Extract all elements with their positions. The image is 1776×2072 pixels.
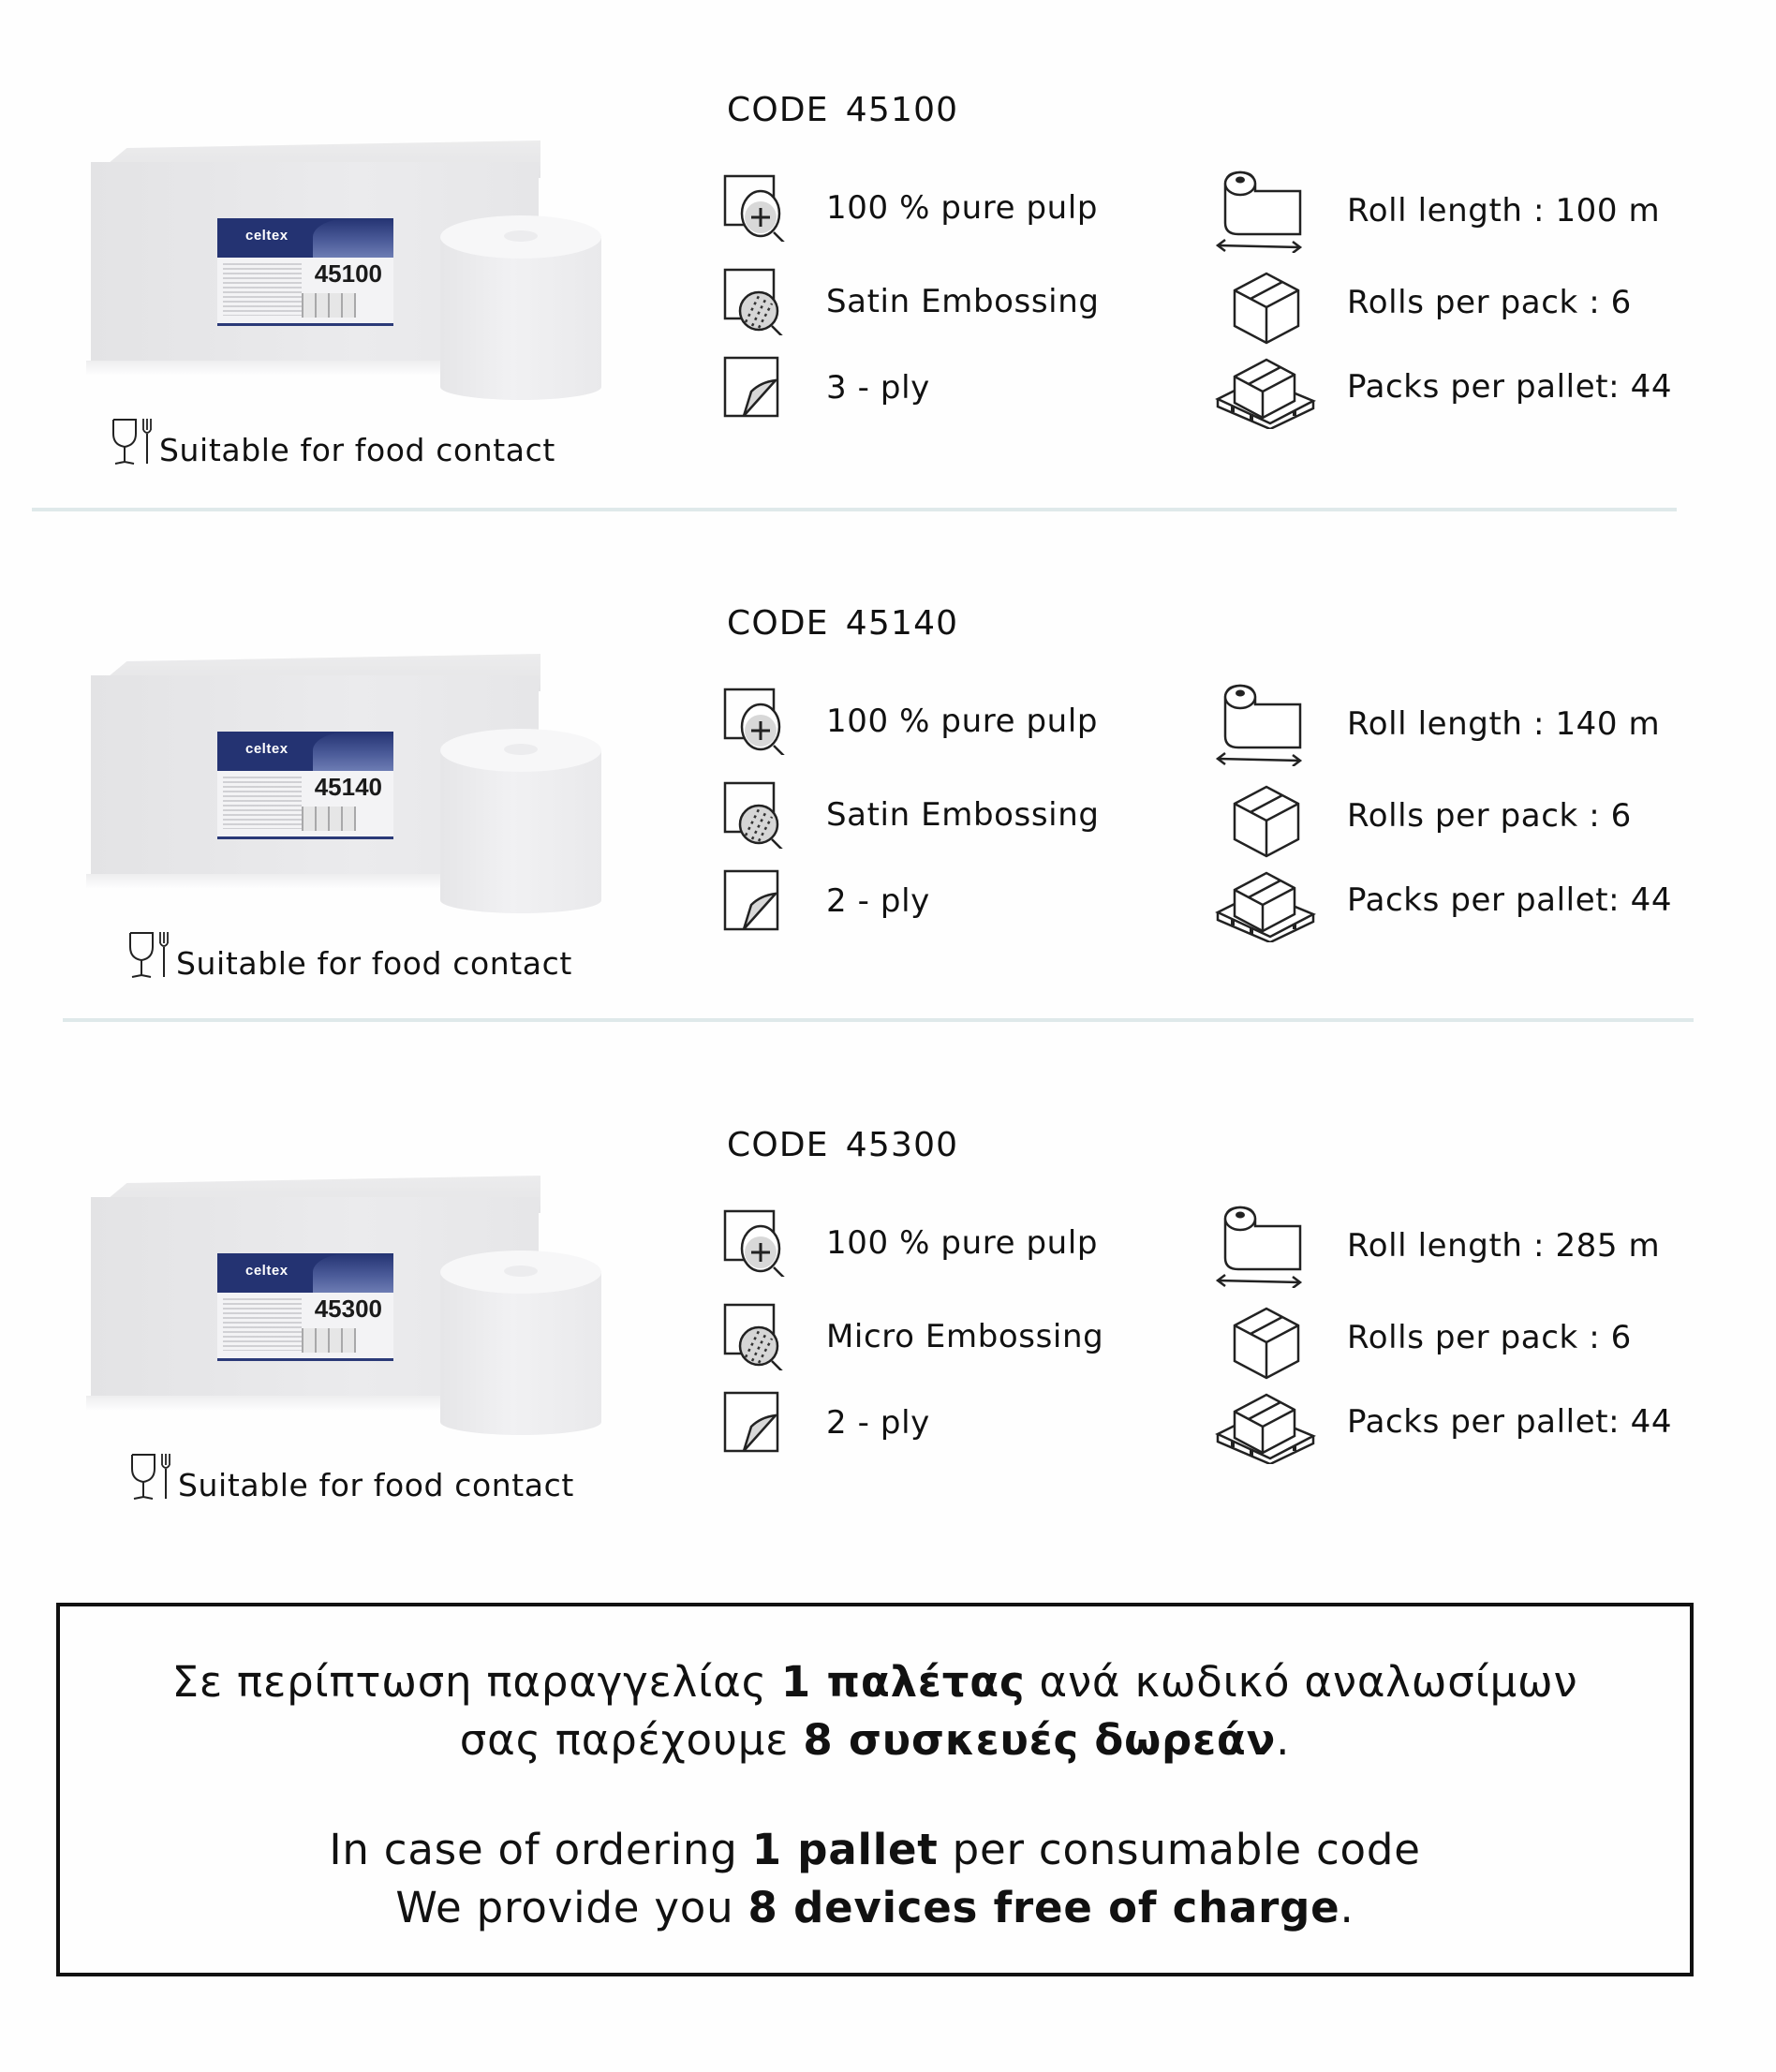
magnifier-plus-icon: [723, 174, 798, 242]
roll-body: [440, 236, 601, 400]
feature-ply: [723, 354, 930, 422]
feature-text: Rolls per pack : 6: [1347, 284, 1632, 321]
food-contact: [129, 1452, 574, 1501]
offer-greek-line-1: [60, 1653, 1690, 1711]
magnifier-dots-icon: [723, 1303, 798, 1370]
food-contact-text: Suitable for food contact: [159, 432, 555, 468]
feature-pulp: [723, 174, 1098, 242]
feature-text: Rolls per pack : 6: [1347, 797, 1632, 835]
feature-rolls-per-pack: [1214, 1295, 1632, 1380]
roll-length-icon: [1214, 169, 1319, 253]
label-barcode: [302, 1328, 356, 1353]
label-code: 45300: [314, 1295, 382, 1323]
feature-ply: [723, 1389, 930, 1457]
page-curl-icon: [723, 867, 798, 935]
paper-roll: [440, 729, 601, 921]
offer-text: per consumable code: [938, 1825, 1421, 1874]
offer-box: [56, 1603, 1694, 1976]
section-divider: [32, 508, 1677, 511]
carton-label: [217, 1253, 393, 1361]
offer-text: .: [1339, 1883, 1354, 1932]
roll-body: [440, 1271, 601, 1435]
feature-text: 100 % pure pulp: [826, 1224, 1099, 1262]
roll-body: [440, 749, 601, 913]
feature-embossing: [723, 1303, 1103, 1370]
glass-fork-icon: [111, 417, 152, 466]
label-code: 45100: [314, 259, 382, 288]
roll-length-icon: [1214, 1204, 1319, 1288]
feature-ply: [723, 867, 930, 935]
pallet-icon: [1214, 858, 1319, 942]
feature-pulp: [723, 1209, 1098, 1277]
label-wave: [313, 732, 393, 771]
offer-emphasis: 1 παλέτας: [780, 1657, 1026, 1707]
brand-logo: celtex: [245, 741, 289, 757]
feature-packs-per-pallet: [1214, 345, 1672, 429]
pallet-icon: [1214, 345, 1319, 429]
label-fine-print: [223, 1298, 302, 1351]
glass-fork-icon: [129, 1452, 170, 1501]
feature-rolls-per-pack: [1214, 260, 1632, 345]
page-curl-icon: [723, 354, 798, 422]
code-label: CODE: [727, 604, 829, 643]
product-code: [727, 91, 959, 129]
feature-text: Packs per pallet: 44: [1347, 1403, 1673, 1441]
food-contact-text: Suitable for food contact: [176, 945, 572, 982]
feature-text: Roll length : 100 m: [1347, 192, 1661, 229]
food-contact: [111, 417, 555, 466]
food-contact-text: Suitable for food contact: [178, 1467, 574, 1503]
section-divider: [63, 1018, 1694, 1022]
paper-roll: [440, 1251, 601, 1443]
brand-logo: celtex: [245, 1263, 289, 1279]
feature-rolls-per-pack: [1214, 774, 1632, 858]
paper-roll: [440, 215, 601, 407]
magnifier-plus-icon: [723, 688, 798, 755]
feature-text: 2 - ply: [826, 1404, 930, 1442]
feature-roll-length: [1214, 682, 1660, 766]
feature-text: 2 - ply: [826, 882, 930, 920]
offer-text: Σε περίπτωση παραγγελίας: [171, 1657, 781, 1707]
pallet-icon: [1214, 1380, 1319, 1464]
product-photo: [86, 649, 611, 921]
magnifier-dots-icon: [723, 781, 798, 849]
product-photo: [86, 136, 611, 407]
roll-length-icon: [1214, 682, 1319, 766]
feature-embossing: [723, 781, 1100, 849]
code-label: CODE: [727, 91, 829, 129]
label-code: 45140: [314, 773, 382, 801]
feature-text: Satin Embossing: [826, 283, 1100, 320]
feature-text: Packs per pallet: 44: [1347, 881, 1673, 919]
label-fine-print: [223, 777, 302, 829]
label-barcode: [302, 293, 356, 318]
box-icon: [1214, 1295, 1319, 1380]
box-icon: [1214, 774, 1319, 858]
feature-roll-length: [1214, 169, 1660, 253]
offer-english-line-2: [60, 1879, 1690, 1937]
roll-core: [504, 744, 538, 755]
feature-text: 3 - ply: [826, 369, 930, 407]
code-value: 45100: [845, 91, 959, 129]
feature-text: Micro Embossing: [826, 1318, 1104, 1355]
offer-text: σας παρέχουμε: [459, 1715, 804, 1765]
magnifier-plus-icon: [723, 1209, 798, 1277]
feature-roll-length: [1214, 1204, 1660, 1288]
offer-emphasis: 8 συσκευές δωρεάν: [803, 1715, 1277, 1765]
feature-text: Roll length : 285 m: [1347, 1227, 1661, 1265]
offer-emphasis: 1 pallet: [751, 1825, 939, 1874]
product-code: [727, 1126, 959, 1164]
offer-english-line-1: [60, 1821, 1690, 1879]
feature-packs-per-pallet: [1214, 1380, 1672, 1464]
label-wave: [313, 218, 393, 258]
feature-text: 100 % pure pulp: [826, 703, 1099, 740]
magnifier-dots-icon: [723, 268, 798, 335]
feature-packs-per-pallet: [1214, 858, 1672, 942]
product-code: [727, 604, 959, 643]
roll-core: [504, 1265, 538, 1277]
label-barcode: [302, 807, 356, 831]
feature-text: Rolls per pack : 6: [1347, 1319, 1632, 1356]
label-wave: [313, 1253, 393, 1293]
carton-label: [217, 732, 393, 839]
code-label: CODE: [727, 1126, 829, 1164]
roll-core: [504, 230, 538, 242]
offer-emphasis: 8 devices free of charge: [747, 1883, 1340, 1932]
feature-text: Packs per pallet: 44: [1347, 368, 1673, 406]
product-photo: [86, 1171, 611, 1443]
offer-text: We provide you: [395, 1883, 748, 1932]
offer-text: .: [1276, 1715, 1291, 1765]
carton-label: [217, 218, 393, 326]
offer-greek-line-2: [60, 1711, 1690, 1769]
feature-pulp: [723, 688, 1098, 755]
feature-text: Satin Embossing: [826, 796, 1100, 834]
offer-text: In case of ordering: [329, 1825, 752, 1874]
code-value: 45300: [845, 1126, 959, 1164]
feature-text: 100 % pure pulp: [826, 189, 1099, 227]
feature-text: Roll length : 140 m: [1347, 705, 1661, 743]
page-curl-icon: [723, 1389, 798, 1457]
food-contact: [127, 930, 572, 982]
box-icon: [1214, 260, 1319, 345]
brand-logo: celtex: [245, 228, 289, 244]
feature-embossing: [723, 268, 1100, 335]
offer-text: ανά κωδικό αναλωσίμων: [1025, 1657, 1578, 1707]
label-fine-print: [223, 263, 302, 316]
code-value: 45140: [845, 604, 959, 643]
glass-fork-icon: [127, 930, 169, 979]
